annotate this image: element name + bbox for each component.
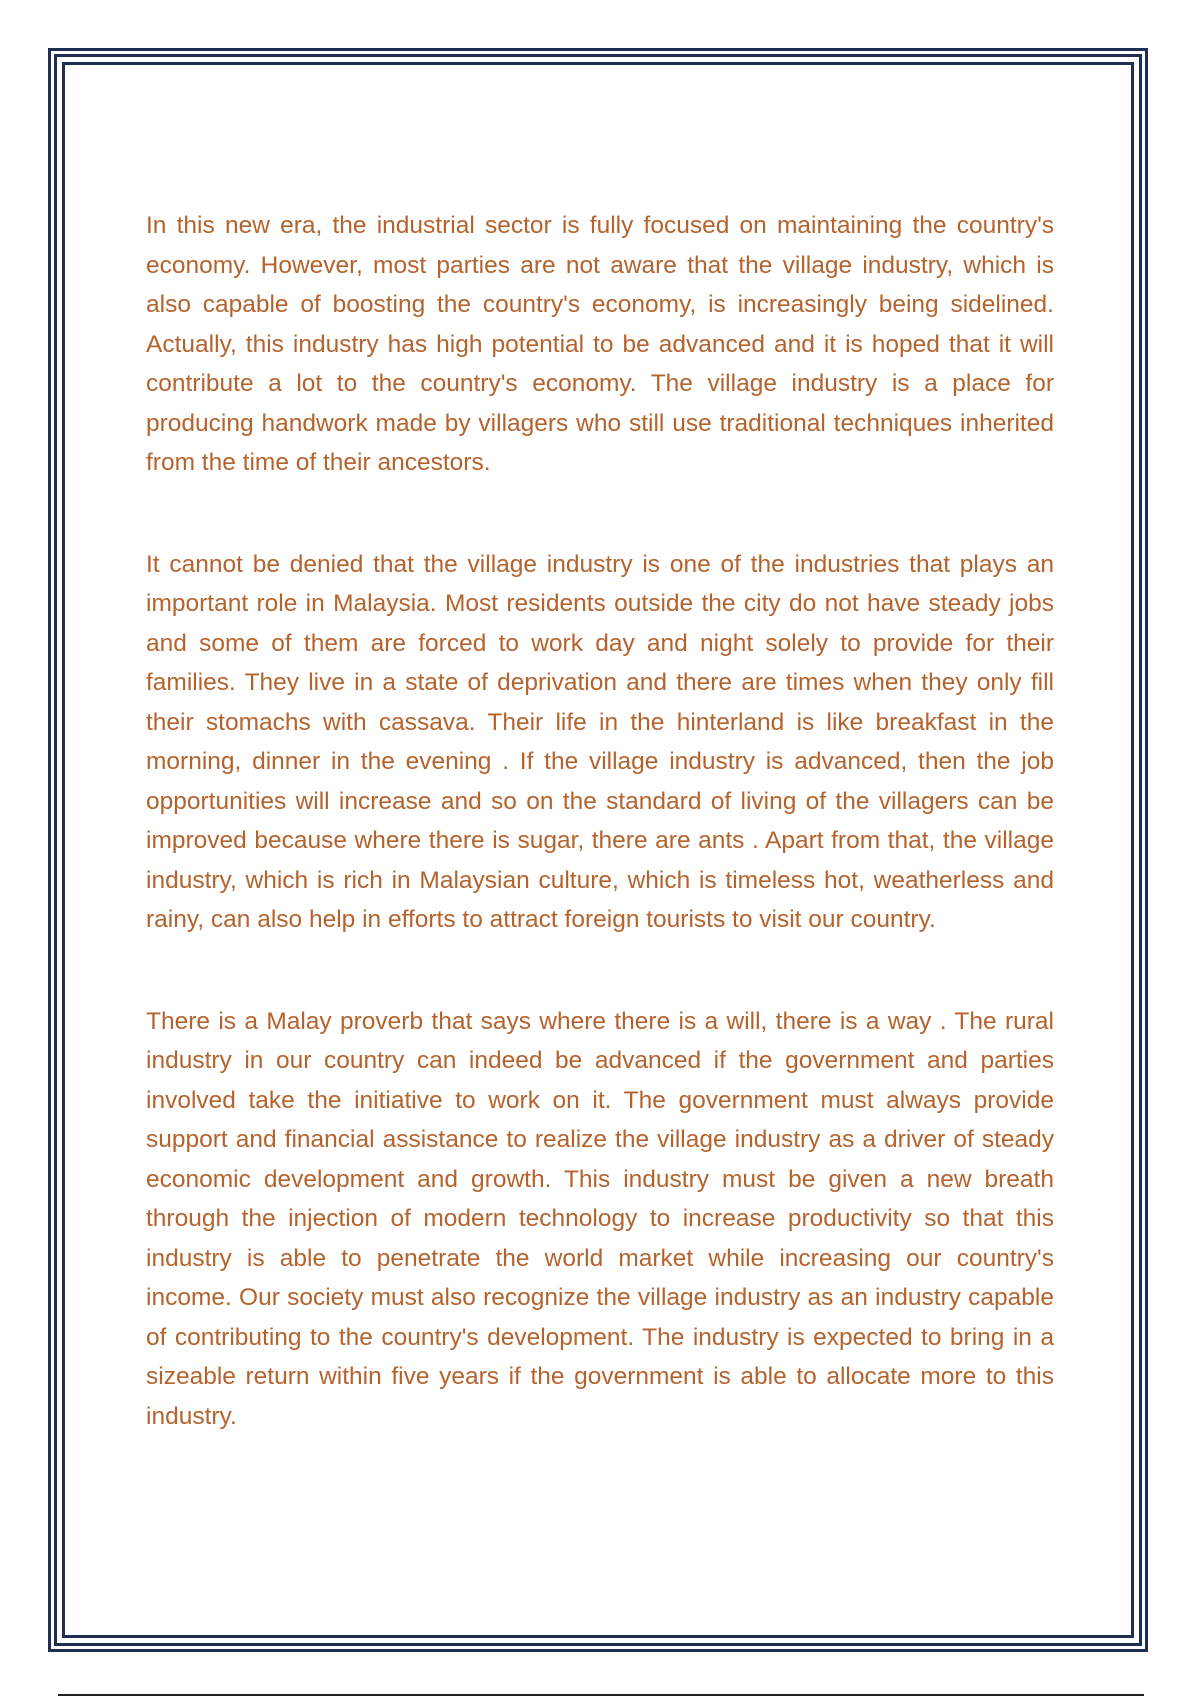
essay-paragraph-3: There is a Malay proverb that says where there is a will, there is a way . The rural industry in our country can indeed be advanced if the government and parties involved take the initiative to work on it. The government must always provide support and financial assistance to realize the village industry as a driver of steady economic development and growth. This industry must be given a new breath through the injection of modern technology to increase productivity so that this industry is able to penetrate the world market while increasing our country's income. Our society must also recognize the village industry as an industry capable of contributing to the country's development. The industry is expected to bring in a sizeable return within five years if the government is able to allocate more to this industry. [146,1007,1054,1430]
essay-paragraph-1: In this new era, the industrial sector is fully focused on maintaining the country's economy. However, most parties are not aware that the village industry, which is also capable of boosting the country's economy, is increasingly being sidelined. Actually, this industry has high potential to be advanced and it is hoped that it will contribute a lot to the country's economy. The village industry is a place for producing handwork made by villagers who still use traditional techniques inherited from the time of their ancestors. [146,212,1054,476]
essay-paragraph-2: It cannot be denied that the village industry is one of the industries that plays an important role in Malaysia. Most residents outside the city do not have steady jobs and some of them are forced to work day and night solely to provide for their families. They live in a state of deprivation and there are times when they only fill their stomachs with cassava. Their life in the hinterland is like breakfast in the morning, dinner in the evening . If the village industry is advanced, then the job opportunities will increase and so on the standard of living of the villagers can be improved because where there is sugar, there are ants . Apart from that, the village industry, which is rich in Malaysian culture, which is timeless hot, weatherless and rainy, can also help in efforts to attract foreign tourists to visit our country. [146,550,1054,933]
essay-body [146,206,1054,1436]
footer-divider [58,1694,1144,1696]
